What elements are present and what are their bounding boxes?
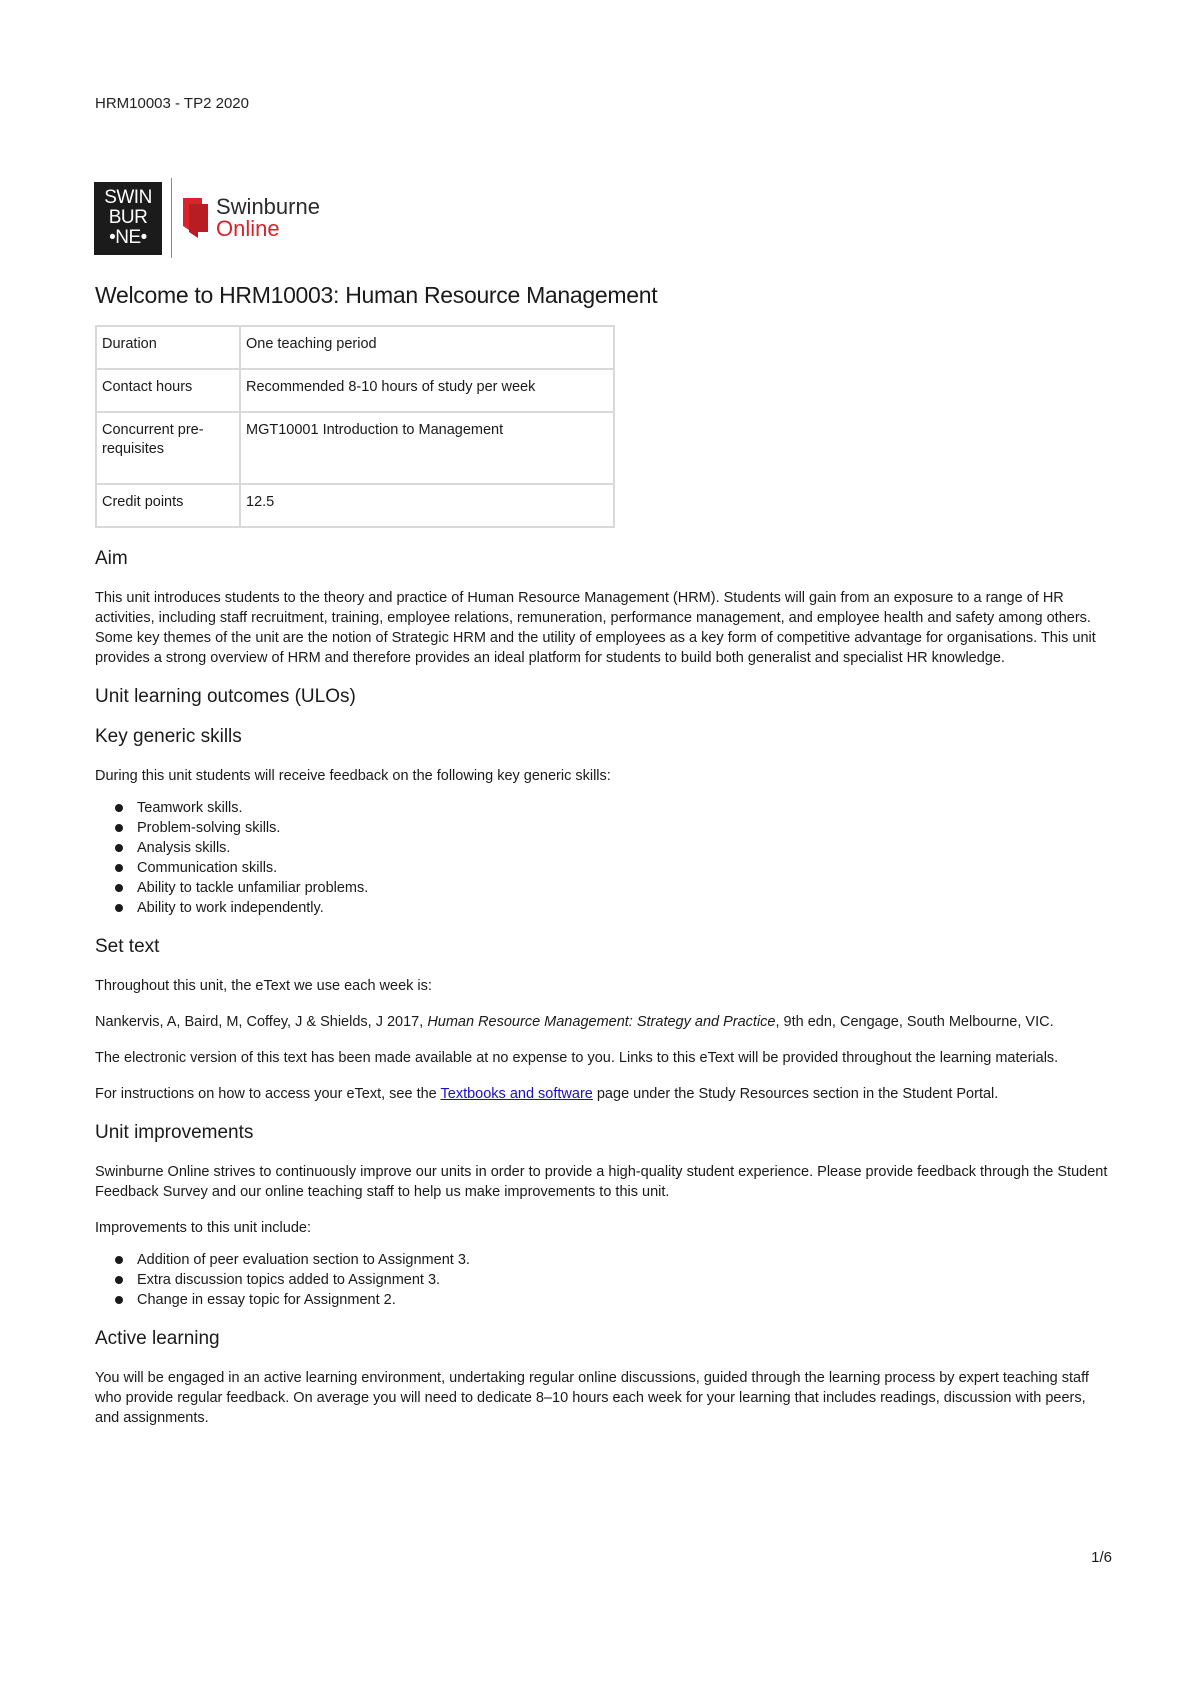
list-item: Addition of peer evaluation section to Assignment 3. bbox=[95, 1250, 1110, 1270]
table-key: Concurrent pre-requisites bbox=[96, 412, 240, 484]
section-heading-set-text: Set text bbox=[95, 936, 160, 957]
page-title: Welcome to HRM10003: Human Resource Management bbox=[95, 282, 658, 308]
citation-authors: Nankervis, A, Baird, M, Coffey, J & Shields, J 2017, bbox=[95, 1014, 428, 1030]
unit-info-table bbox=[95, 325, 615, 528]
table-row bbox=[96, 484, 614, 527]
set-text-access-paragraph bbox=[95, 1084, 1110, 1104]
access-text-before: For instructions on how to access your eText, see the bbox=[95, 1086, 441, 1102]
textbooks-and-software-link[interactable]: Textbooks and software bbox=[440, 1086, 593, 1102]
list-item: Analysis skills. bbox=[95, 838, 1110, 858]
section-heading-active-learning: Active learning bbox=[95, 1328, 220, 1349]
table-row bbox=[96, 369, 614, 412]
table-key: Contact hours bbox=[96, 369, 240, 412]
table-key: Credit points bbox=[96, 484, 240, 527]
section-heading-ulo: Unit learning outcomes (ULOs) bbox=[95, 686, 356, 707]
active-learning-paragraph: You will be engaged in an active learning environment, undertaking regular online discussions, guided through the learning process by expert teaching staff who provide regular feedback. On average you will need to dedicate 8–10 hours each week for your learning that includes readings, discussion with peers, and assignments. bbox=[95, 1370, 1089, 1426]
logo-brand-swinburne: Swinburne bbox=[216, 194, 320, 219]
section-heading-improvements: Unit improvements bbox=[95, 1122, 254, 1143]
table-value: One teaching period bbox=[240, 326, 614, 369]
table-key: Duration bbox=[96, 326, 240, 369]
section-heading-skills: Key generic skills bbox=[95, 726, 242, 747]
logo-wordmark bbox=[216, 196, 320, 240]
logo-brand-online: Online bbox=[216, 216, 280, 241]
swinburne-logo-box bbox=[94, 182, 162, 255]
improvements-intro: Improvements to this unit include: bbox=[95, 1220, 311, 1236]
logo-box-line: SWIN bbox=[104, 187, 152, 208]
access-text-after: page under the Study Resources section in the Student Portal. bbox=[592, 1086, 999, 1102]
citation-title: Human Resource Management: Strategy and Practice bbox=[427, 1014, 776, 1030]
list-item: Communication skills. bbox=[95, 858, 1110, 878]
table-row bbox=[96, 326, 614, 369]
list-item: Ability to work independently. bbox=[95, 898, 1110, 918]
set-text-paragraph: The electronic version of this text has been made available at no expense to you. Links to this eText will be provided throughout the learning materials. bbox=[95, 1050, 1059, 1066]
speech-bubble-logo-icon bbox=[180, 196, 210, 240]
list-item: Ability to tackle unfamiliar problems. bbox=[95, 878, 1110, 898]
list-item: Teamwork skills. bbox=[95, 798, 1110, 818]
swinburne-online-logo bbox=[94, 178, 320, 258]
table-value: 12.5 bbox=[240, 484, 614, 527]
list-item: Problem-solving skills. bbox=[95, 818, 1110, 838]
skills-intro: During this unit students will receive feedback on the following key generic skills: bbox=[95, 768, 611, 784]
page-number: 1/6 bbox=[1091, 1549, 1112, 1566]
set-text-citation bbox=[95, 1012, 1110, 1032]
list-item: Extra discussion topics added to Assignment 3. bbox=[95, 1270, 1110, 1290]
skills-list bbox=[95, 798, 1110, 918]
running-header: HRM10003 - TP2 2020 bbox=[95, 95, 249, 112]
set-text-intro: Throughout this unit, the eText we use each week is: bbox=[95, 978, 432, 994]
table-row bbox=[96, 412, 614, 484]
improvements-paragraph: Swinburne Online strives to continuously improve our units in order to provide a high-quality student experience. Please provide feedback through the Student Feedback Survey and our online teaching staff to help us make improvements to this unit. bbox=[95, 1164, 1108, 1200]
logo-box-line: BUR bbox=[108, 207, 148, 228]
section-heading-aim: Aim bbox=[95, 548, 128, 569]
citation-details: , 9th edn, Cengage, South Melbourne, VIC. bbox=[775, 1014, 1054, 1030]
main-content bbox=[95, 282, 1110, 1444]
aim-paragraph: This unit introduces students to the theory and practice of Human Resource Management (HRM). Students will gain from an exposure to a range of HR activities, including staff recruitment, training, employee relations, remuneration, performance management, and employee health and safety among others. Some key themes of the unit are the notion of Strategic HRM and the utility of employees as a key form of competitive advantage for organisations. This unit provides a strong overview of HRM and therefore provides an ideal platform for students to build both generalist and specialist HR knowledge. bbox=[95, 590, 1096, 666]
list-item: Change in essay topic for Assignment 2. bbox=[95, 1290, 1110, 1310]
improvements-list bbox=[95, 1250, 1110, 1310]
table-value: MGT10001 Introduction to Management bbox=[240, 412, 614, 484]
table-value: Recommended 8-10 hours of study per week bbox=[240, 369, 614, 412]
logo-divider bbox=[171, 178, 172, 258]
logo-box-line: •NE• bbox=[109, 227, 147, 248]
